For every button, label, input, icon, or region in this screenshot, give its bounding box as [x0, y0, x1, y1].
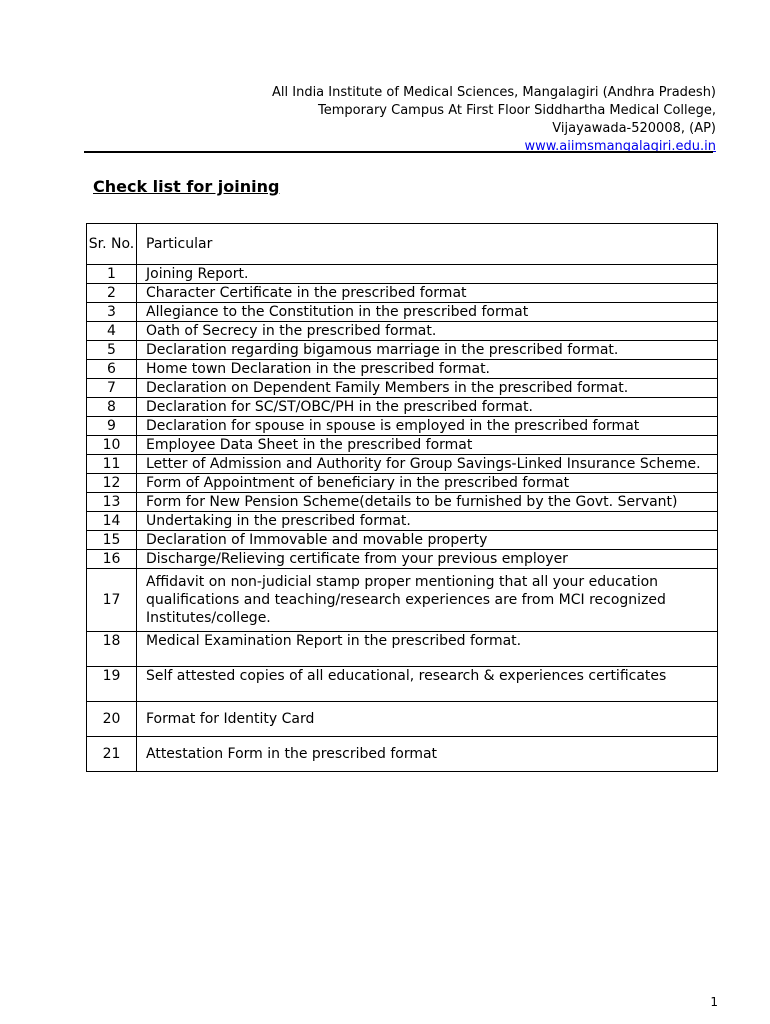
- row-sr: 21: [87, 737, 137, 772]
- row-particular: Format for Identity Card: [137, 702, 718, 737]
- row-sr: 14: [87, 512, 137, 531]
- row-particular: Medical Examination Report in the prescribed format.: [137, 632, 718, 667]
- row-sr: 2: [87, 284, 137, 303]
- row-sr: 13: [87, 493, 137, 512]
- row-sr: 7: [87, 379, 137, 398]
- row-particular: Self attested copies of all educational, research & experiences certificates: [137, 667, 718, 702]
- row-sr: 10: [87, 436, 137, 455]
- row-particular: Home town Declaration in the prescribed format.: [137, 360, 718, 379]
- row-sr: 1: [87, 265, 137, 284]
- row-particular: Discharge/Relieving certificate from your previous employer: [137, 550, 718, 569]
- row-sr: 4: [87, 322, 137, 341]
- institute-header: [96, 84, 716, 156]
- table-row: [87, 436, 718, 455]
- checklist-table: [86, 223, 718, 772]
- table-row: [87, 265, 718, 284]
- row-particular: Declaration for spouse in spouse is employed in the prescribed format: [137, 417, 718, 436]
- table-row: [87, 417, 718, 436]
- row-particular: Affidavit on non-judicial stamp proper mentioning that all your education qualifications and teaching/research experiences are from MCI recognized Institutes/college.: [137, 569, 718, 632]
- row-particular: Form for New Pension Scheme(details to be furnished by the Govt. Servant): [137, 493, 718, 512]
- row-particular: Oath of Secrecy in the prescribed format.: [137, 322, 718, 341]
- row-particular: Declaration on Dependent Family Members in the prescribed format.: [137, 379, 718, 398]
- page-title: Check list for joining: [93, 177, 280, 196]
- row-sr: 11: [87, 455, 137, 474]
- table-row: [87, 474, 718, 493]
- row-particular: Attestation Form in the prescribed format: [137, 737, 718, 772]
- table-row: [87, 493, 718, 512]
- table-row: [87, 398, 718, 417]
- table-row: [87, 569, 718, 632]
- row-sr: 8: [87, 398, 137, 417]
- website-link[interactable]: www.aiimsmangalagiri.edu.in: [524, 139, 716, 154]
- campus-address: Temporary Campus At First Floor Siddhartha Medical College,: [318, 103, 716, 118]
- row-sr: 16: [87, 550, 137, 569]
- row-sr: 12: [87, 474, 137, 493]
- city-address: Vijayawada-520008, (AP): [552, 121, 716, 136]
- table-row: [87, 667, 718, 702]
- table-row: [87, 702, 718, 737]
- table-row: [87, 322, 718, 341]
- row-sr: 9: [87, 417, 137, 436]
- row-particular: Declaration regarding bigamous marriage in the prescribed format.: [137, 341, 718, 360]
- header-divider: [84, 151, 713, 153]
- table-row: [87, 341, 718, 360]
- row-particular: Character Certificate in the prescribed format: [137, 284, 718, 303]
- table-row: [87, 737, 718, 772]
- table-row: [87, 531, 718, 550]
- row-particular: Letter of Admission and Authority for Group Savings-Linked Insurance Scheme.: [137, 455, 718, 474]
- column-header-particular: Particular: [137, 224, 718, 265]
- table-row: [87, 512, 718, 531]
- row-sr: 20: [87, 702, 137, 737]
- table-row: [87, 303, 718, 322]
- row-sr: 19: [87, 667, 137, 702]
- row-sr: 6: [87, 360, 137, 379]
- page-number: 1: [710, 995, 718, 1009]
- row-sr: 15: [87, 531, 137, 550]
- row-particular: Form of Appointment of beneficiary in the prescribed format: [137, 474, 718, 493]
- table-header-row: [87, 224, 718, 265]
- table-row: [87, 379, 718, 398]
- row-particular: Employee Data Sheet in the prescribed format: [137, 436, 718, 455]
- row-particular: Allegiance to the Constitution in the prescribed format: [137, 303, 718, 322]
- table-row: [87, 455, 718, 474]
- column-header-sr-no: Sr. No.: [87, 224, 137, 265]
- row-sr: 17: [87, 569, 137, 632]
- table-row: [87, 284, 718, 303]
- table-row: [87, 632, 718, 667]
- table-row: [87, 550, 718, 569]
- row-particular: Joining Report.: [137, 265, 718, 284]
- row-particular: Declaration for SC/ST/OBC/PH in the prescribed format.: [137, 398, 718, 417]
- institute-name: All India Institute of Medical Sciences, Mangalagiri (Andhra Pradesh): [272, 85, 716, 100]
- row-sr: 18: [87, 632, 137, 667]
- row-particular: Declaration of Immovable and movable property: [137, 531, 718, 550]
- row-particular: Undertaking in the prescribed format.: [137, 512, 718, 531]
- row-sr: 5: [87, 341, 137, 360]
- row-sr: 3: [87, 303, 137, 322]
- table-row: [87, 360, 718, 379]
